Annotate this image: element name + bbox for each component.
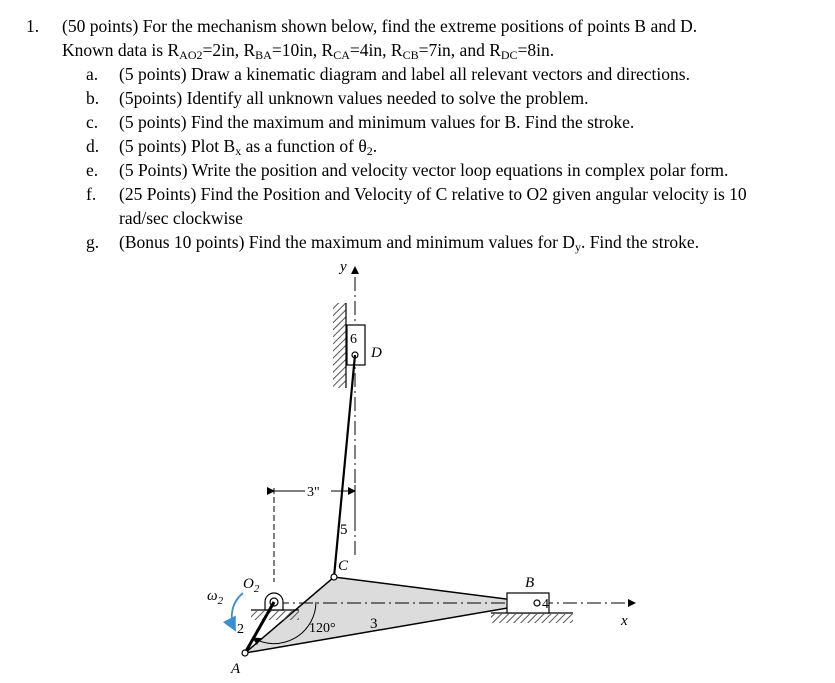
item-e: e. (5 Points) Write the position and velocity vector loop equations in complex polar form. — [86, 160, 729, 180]
point-b-label: B — [525, 575, 535, 591]
angle-label: 120° — [309, 621, 336, 636]
omega-label: $\omega_2$ — [207, 588, 224, 607]
dim-3-label: 3" — [307, 485, 320, 500]
point-d-label: D — [371, 345, 382, 361]
item-g: g. (Bonus 10 points) Find the maximum and minimum values for $D_y$. Find the stroke. — [86, 232, 700, 254]
link-5-label: 5 — [340, 522, 348, 538]
mechanism-figure — [195, 255, 645, 680]
item-a: a. (5 points) Draw a kinematic diagram and label all relevant vectors and directions. — [86, 64, 690, 84]
point-c-label: C — [338, 558, 349, 574]
sub-questions — [86, 62, 786, 254]
item-f: f. (25 Points) Find the Position and Velocity of C relative to O2 given angular velocity is 10 rad/sec clockwise — [86, 184, 747, 228]
pin-a — [242, 650, 248, 656]
link-2-label: 2 — [237, 622, 244, 637]
pin-b — [534, 600, 540, 606]
x-axis-label: x — [621, 613, 628, 629]
item-b: b. (5points) Identify all unknown values needed to solve the problem. — [86, 88, 589, 108]
link-5 — [334, 355, 355, 577]
ground-b-hatch — [491, 614, 573, 623]
ground-o2-hatch — [251, 611, 299, 620]
point-a-label: A — [231, 661, 241, 677]
item-d: d. (5 points) Plot $B_x$ as a function of $\theta_2$. — [86, 136, 378, 158]
y-axis-label: y — [340, 259, 347, 275]
problem-header: (50 points) For the mechanism shown below, find the extreme positions of points B and D. — [62, 16, 698, 36]
item-c: c. (5 points) Find the maximum and minimum values for B. Find the stroke. — [86, 112, 635, 132]
link-6-label: 6 — [350, 332, 357, 347]
pin-c — [331, 574, 337, 580]
problem-number: 1. — [26, 16, 40, 36]
known-data: Known data is $R_{AO2}=2in$, $R_{BA}=10in$, $R_{CA}=4in$, $R_{CB}=7in$, and $R_{DC}=8in$. — [62, 40, 555, 62]
o2-label: $O_2$ — [243, 576, 260, 595]
link-3-label: 3 — [370, 616, 378, 632]
wall-d-hatch — [333, 303, 346, 388]
link-4-label: 4 — [542, 597, 549, 612]
